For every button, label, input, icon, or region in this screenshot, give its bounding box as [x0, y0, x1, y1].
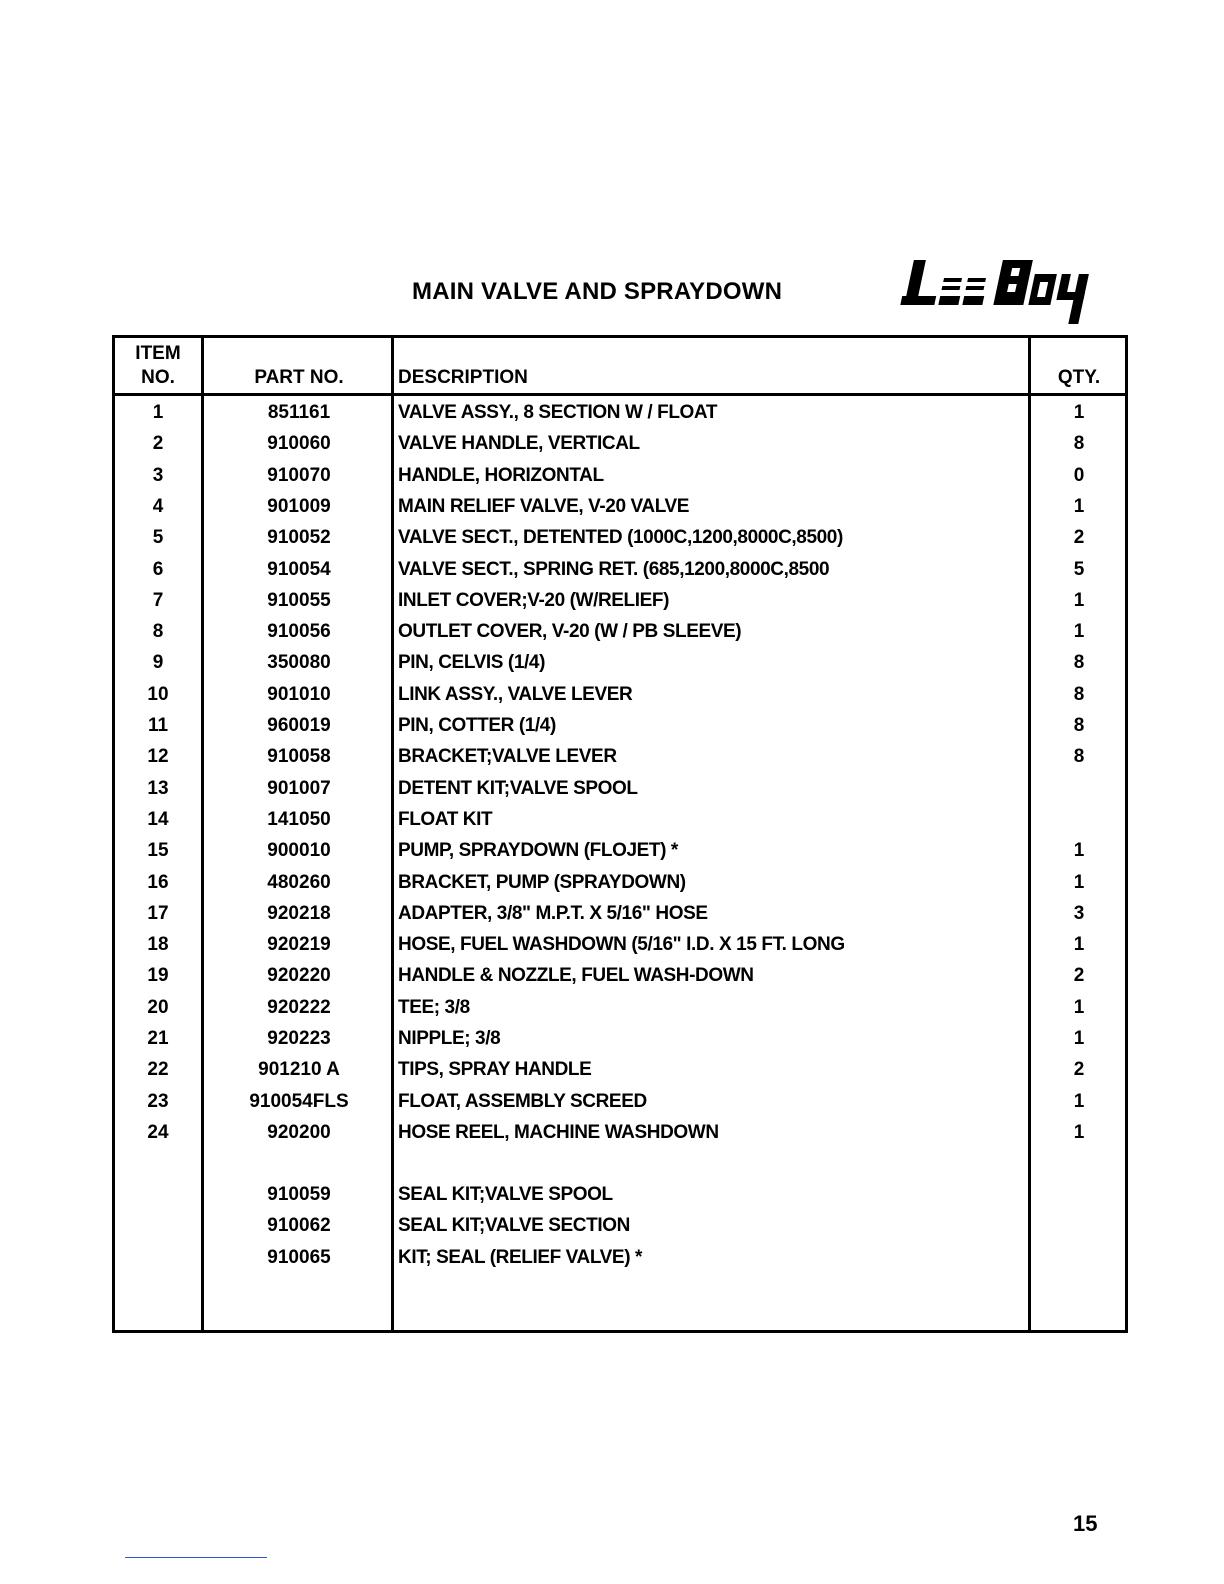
part-quantity: 8: [1073, 683, 1085, 705]
item-number: 18: [147, 934, 169, 956]
item-number: 20: [147, 996, 169, 1018]
part-number: 350080: [267, 652, 331, 674]
part-quantity: 1: [1073, 495, 1085, 517]
header-item-line1: ITEM: [135, 343, 181, 364]
part-number: 910052: [267, 527, 331, 549]
item-number: 12: [147, 746, 169, 768]
part-quantity: 2: [1073, 965, 1085, 987]
part-quantity: 1: [1073, 621, 1085, 643]
part-description: VALVE HANDLE, VERTICAL: [398, 433, 640, 455]
table-row: [115, 616, 1125, 647]
item-number: 10: [147, 683, 169, 705]
part-number: 910056: [267, 621, 331, 643]
part-description: HANDLE, HORIZONTAL: [398, 464, 604, 486]
part-quantity: 1: [1073, 871, 1085, 893]
table-row: [115, 554, 1125, 585]
part-description: MAIN RELIEF VALVE, V-20 VALVE: [398, 495, 690, 517]
item-number: 23: [147, 1090, 169, 1112]
header-qty: QTY.: [1057, 367, 1101, 388]
part-number: 910070: [267, 464, 331, 486]
item-number: 5: [152, 527, 164, 549]
part-number: 910058: [267, 746, 331, 768]
table-row: [115, 397, 1125, 428]
part-description: DETENT KIT;VALVE SPOOL: [398, 777, 638, 799]
part-quantity: 8: [1073, 715, 1085, 736]
table-row: [115, 804, 1125, 835]
parts-table: [112, 335, 1128, 1333]
table-row: [115, 835, 1125, 866]
header-item-no: [115, 342, 201, 390]
part-number: 900010: [267, 840, 331, 862]
table-row: [115, 1086, 1125, 1117]
table-row: [115, 522, 1125, 553]
item-number: 14: [147, 808, 169, 830]
table-row: [115, 710, 1125, 741]
leeboy-logo: [900, 250, 1115, 330]
part-quantity: 1: [1073, 1090, 1085, 1112]
item-number: 2: [152, 433, 164, 455]
table-row: [115, 460, 1125, 491]
item-number: 3: [152, 464, 164, 486]
part-description: OUTLET COVER, V-20 (W / PB SLEEVE): [398, 621, 742, 643]
table-row: [115, 1117, 1125, 1148]
item-number: 9: [152, 652, 164, 674]
part-quantity: 1: [1073, 840, 1085, 862]
part-description: KIT; SEAL (RELIEF VALVE) *: [398, 1246, 643, 1268]
table-row: [115, 1023, 1125, 1054]
table-row: [115, 867, 1125, 898]
header-description: DESCRIPTION: [398, 367, 528, 388]
header-divider: [115, 393, 1125, 396]
part-description: HOSE, FUEL WASHDOWN (5/16" I.D. X 15 FT. LONG: [398, 934, 845, 956]
part-quantity: 0: [1073, 464, 1085, 486]
table-row: [115, 1054, 1125, 1085]
item-number: 1: [152, 402, 164, 423]
part-number: 920200: [267, 1121, 331, 1143]
table-row-extra: [115, 1179, 1125, 1210]
footer-rule: [125, 1557, 267, 1558]
table-row: [115, 585, 1125, 616]
part-number: 910059: [267, 1184, 331, 1205]
item-number: 4: [152, 495, 164, 517]
part-number: 851161: [267, 402, 331, 423]
part-description: SEAL KIT;VALVE SPOOL: [398, 1184, 613, 1205]
item-number: 6: [152, 558, 164, 580]
part-description: BRACKET;VALVE LEVER: [398, 746, 617, 768]
table-row: [115, 741, 1125, 772]
part-number: 920222: [267, 996, 331, 1018]
item-number: 16: [147, 871, 169, 893]
table-row: [115, 428, 1125, 459]
part-description: LINK ASSY., VALVE LEVER: [398, 683, 633, 705]
leeboy-logo-mark: [900, 260, 1092, 324]
item-number: 7: [152, 589, 164, 611]
part-description: HANDLE & NOZZLE, FUEL WASH-DOWN: [398, 965, 754, 987]
part-number: 960019: [267, 715, 331, 736]
part-description: VALVE SECT., DETENTED (1000C,1200,8000C,8500): [398, 527, 843, 549]
part-description: VALVE SECT., SPRING RET. (685,1200,8000C,8500: [398, 558, 830, 580]
part-number: 901007: [267, 777, 331, 799]
header-item-line2: NO.: [141, 367, 175, 388]
part-description: VALVE ASSY., 8 SECTION W / FLOAT: [398, 402, 718, 423]
part-number: 910065: [267, 1246, 331, 1268]
table-row: [115, 898, 1125, 929]
part-description: PIN, CELVIS (1/4): [398, 652, 545, 674]
part-description: SEAL KIT;VALVE SECTION: [398, 1215, 630, 1237]
table-row: [115, 491, 1125, 522]
part-description: NIPPLE; 3/8: [398, 1028, 501, 1049]
part-quantity: 8: [1073, 652, 1085, 674]
item-number: 21: [147, 1028, 169, 1049]
part-quantity: 1: [1073, 402, 1085, 423]
page-title: MAIN VALVE AND SPRAYDOWN: [412, 278, 783, 305]
part-quantity: 1: [1073, 934, 1085, 956]
part-number: 920218: [267, 902, 331, 924]
item-number: 11: [147, 715, 169, 736]
part-quantity: 1: [1073, 589, 1085, 611]
table-row: [115, 960, 1125, 991]
part-description: INLET COVER;V-20 (W/RELIEF): [398, 589, 670, 611]
item-number: 19: [147, 965, 169, 987]
header-part-no: PART NO.: [254, 367, 344, 388]
part-description: FLOAT, ASSEMBLY SCREED: [398, 1090, 647, 1112]
part-number: 920223: [267, 1028, 331, 1049]
part-number: 910054FLS: [249, 1090, 349, 1112]
part-quantity: 1: [1073, 1121, 1085, 1143]
table-row: [115, 773, 1125, 804]
table-row: [115, 992, 1125, 1023]
part-quantity: 3: [1073, 902, 1085, 924]
part-quantity: 1: [1073, 996, 1085, 1018]
table-row-extra: [115, 1242, 1125, 1273]
part-quantity: 2: [1073, 527, 1085, 549]
item-number: 22: [147, 1059, 169, 1081]
item-number: 17: [147, 902, 169, 924]
item-number: 24: [147, 1121, 169, 1143]
part-number: 141050: [267, 808, 331, 830]
item-number: 15: [147, 840, 169, 862]
part-description: ADAPTER, 3/8" M.P.T. X 5/16" HOSE: [398, 902, 708, 924]
part-number: 910062: [267, 1215, 331, 1237]
part-quantity: 1: [1073, 1028, 1085, 1049]
part-number: 910055: [267, 589, 331, 611]
part-description: FLOAT KIT: [398, 808, 493, 830]
table-row-extra: [115, 1210, 1125, 1241]
table-row: [115, 647, 1125, 678]
part-description: TEE; 3/8: [398, 996, 470, 1018]
part-number: 920219: [267, 934, 331, 956]
item-number: 13: [147, 777, 169, 799]
part-number: 480260: [267, 871, 331, 893]
table-row: [115, 929, 1125, 960]
part-number: 901010: [267, 683, 331, 705]
table-row: [115, 679, 1125, 710]
part-description: TIPS, SPRAY HANDLE: [398, 1059, 592, 1081]
part-number: 910054: [267, 558, 331, 580]
part-number: 910060: [267, 433, 331, 455]
part-quantity: 8: [1073, 433, 1085, 455]
part-quantity: 5: [1073, 558, 1085, 580]
part-quantity: 8: [1073, 746, 1085, 768]
part-number: 901009: [267, 495, 331, 517]
part-description: PIN, COTTER (1/4): [398, 715, 556, 736]
page-number: 15: [1073, 1511, 1098, 1536]
part-quantity: 2: [1073, 1059, 1085, 1081]
part-description: PUMP, SPRAYDOWN (FLOJET) *: [398, 840, 678, 862]
item-number: 8: [152, 621, 164, 643]
part-number: 920220: [267, 965, 331, 987]
part-description: HOSE REEL, MACHINE WASHDOWN: [398, 1121, 719, 1143]
part-description: BRACKET, PUMP (SPRAYDOWN): [398, 871, 686, 893]
part-number: 901210 A: [258, 1059, 340, 1081]
